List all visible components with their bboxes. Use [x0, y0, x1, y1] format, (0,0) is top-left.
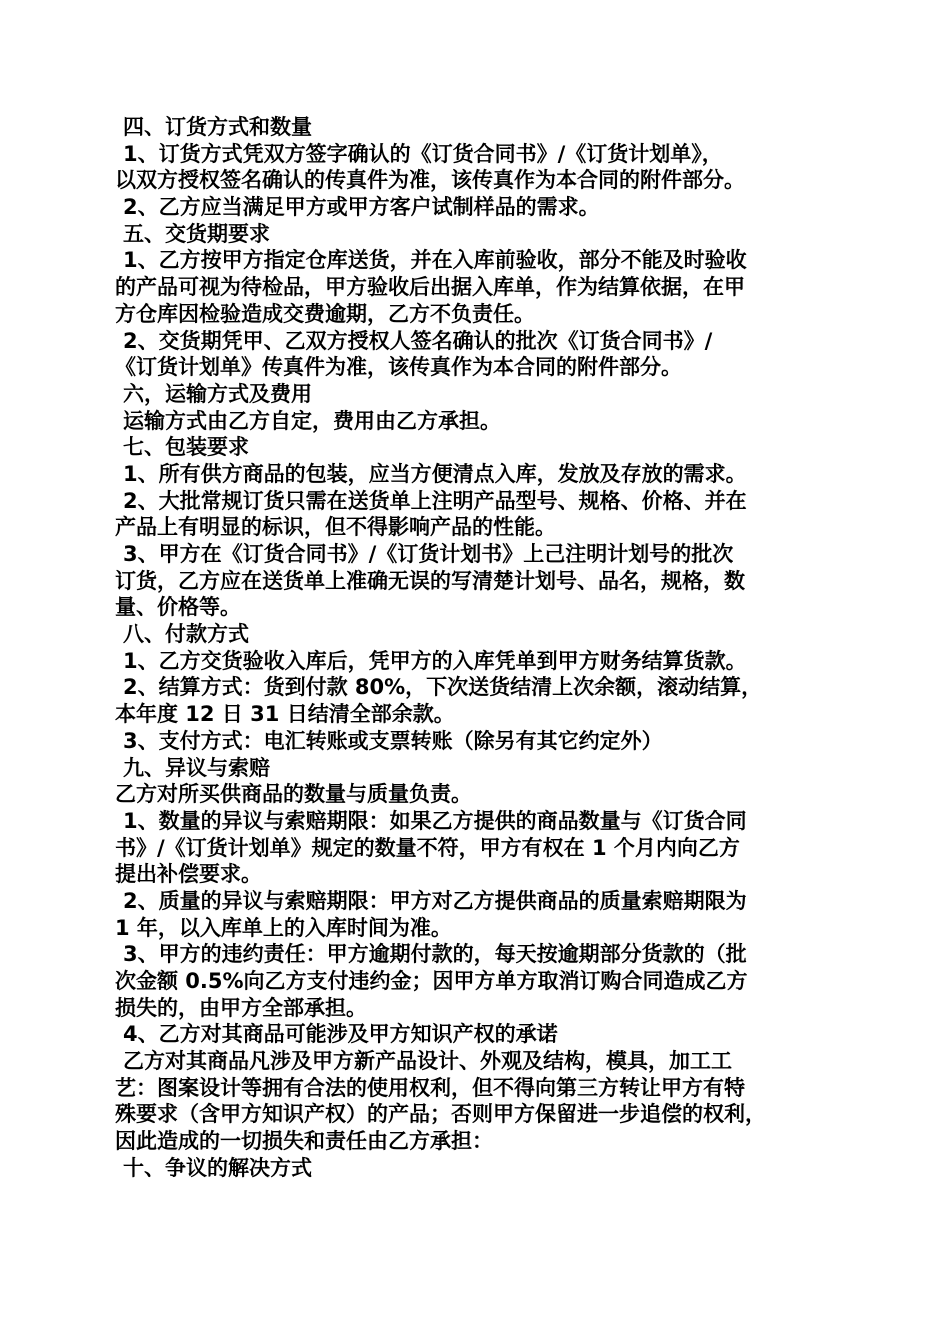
document-line: 十、争议的解决方式: [123, 1155, 312, 1180]
document-line: 乙方对其商品凡涉及甲方新产品设计、外观及结构，模具，加工工: [123, 1049, 732, 1074]
document-line: 书》/《订货计划单》规定的数量不符，甲方有权在 1 个月内向乙方: [115, 835, 740, 860]
document-line: 量、价格等。: [115, 595, 241, 620]
document-line: 的产品可视为待检品，甲方验收后出据入库单，作为结算依据，在甲: [115, 275, 745, 300]
document-line: 本年度 12 日 31 日结清全部余款。: [115, 702, 455, 727]
document-line: 1、乙方交货验收入库后，凭甲方的入库凭单到甲方财务结算货款。: [123, 648, 747, 673]
document-line: 2、大批常规订货只需在送货单上注明产品型号、规格、价格、并在: [123, 488, 747, 513]
document-line: 《订货计划单》传真件为准，该传真作为本合同的附件部分。: [115, 355, 682, 380]
document-line: 1、所有供方商品的包装，应当方便清点入库，发放及存放的需求。: [123, 461, 747, 486]
document-line: 1、数量的异议与索赔期限：如果乙方提供的商品数量与《订货合同: [123, 808, 747, 833]
document-line: 八、付款方式: [123, 622, 249, 647]
document-line: 运输方式由乙方自定，费用由乙方承担。: [123, 408, 501, 433]
document-line: 提出补偿要求。: [115, 862, 262, 887]
document-line: 次金额 0.5%向乙方支付违约金；因甲方单方取消订购合同造成乙方: [115, 969, 748, 993]
document-line: 以双方授权签名确认的传真件为准，该传真作为本合同的附件部分。: [115, 168, 745, 193]
document-line: 订货，乙方应在送货单上准确无误的写清楚计划号、品名，规格，数: [115, 568, 745, 593]
document-line: 乙方对所买供商品的数量与质量负责。: [115, 782, 472, 807]
document-line: 五、交货期要求: [123, 221, 270, 246]
document-line: 艺：图案设计等拥有合法的使用权利，但不得向第三方转让甲方有特: [115, 1075, 745, 1100]
document-line: 七、包装要求: [123, 435, 249, 460]
document-line: 2、交货期凭甲、乙双方授权人签名确认的批次《订货合同书》/: [123, 328, 713, 353]
document-line: 产品上有明显的标识，但不得影响产品的性能。: [115, 515, 556, 540]
document-line: 因此造成的一切损失和责任由乙方承担：: [115, 1129, 493, 1154]
document-line: 2、结算方式：货到付款 80%，下次送货结清上次余额，滚动结算，: [123, 675, 763, 700]
document-line: 3、甲方的违约责任：甲方逾期付款的，每天按逾期部分货款的（批: [123, 942, 747, 967]
document-line: 四、订货方式和数量: [123, 115, 312, 139]
document-line: 六，运输方式及费用: [123, 381, 312, 406]
document-line: 方仓库因检验造成交费逾期，乙方不负责任。: [115, 301, 535, 326]
document-line: 3、甲方在《订货合同书》/《订货计划书》上己注明计划号的批次: [123, 542, 734, 566]
document-line: 1、乙方按甲方指定仓库送货，并在入库前验收，部分不能及时验收: [123, 248, 747, 273]
document-line: 4、乙方对其商品可能涉及甲方知识产权的承诺: [123, 1022, 558, 1047]
document-line: 1、订货方式凭双方签字确认的《订货合同书》/《订货计划单》，: [123, 141, 723, 166]
document-line: 殊要求（含甲方知识产权）的产品；否则甲方保留进一步追偿的权利，: [115, 1102, 766, 1127]
document-line: 九、异议与索赔: [123, 755, 270, 780]
document-body: [115, 114, 840, 1182]
document-line: 1 年，以入库单上的入库时间为准。: [115, 915, 452, 940]
document-line: 3、支付方式：电汇转账或支票转账（除另有其它约定外）: [123, 728, 663, 753]
document-line: 损失的，由甲方全部承担。: [115, 995, 367, 1020]
document-line: 2、乙方应当满足甲方或甲方客户试制样品的需求。: [123, 195, 600, 220]
document-line: 2、质量的异议与索赔期限：甲方对乙方提供商品的质量索赔期限为: [123, 888, 747, 913]
